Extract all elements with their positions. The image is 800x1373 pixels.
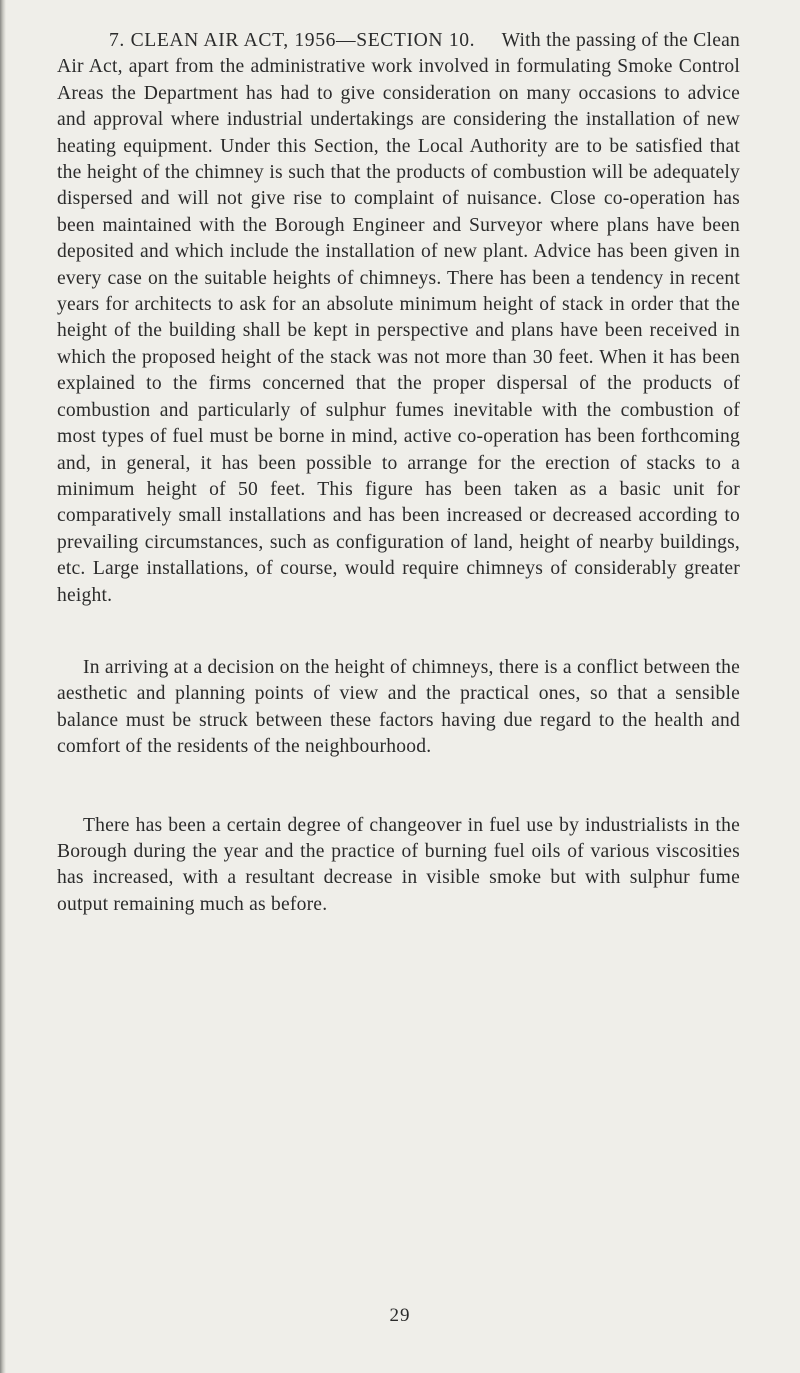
paragraph-1-text: With the passing of the Clean Air Act, apart from the administrative work involved in formulating Smoke Control Areas the Department has had to give consideration on many occasions to advice and approval where industrial undertakings are considering the installation of new heating equipment. Under this Section, the Local Authority are to be satisfied that the height of the chimney is such that the products of combustion will be adequately dispersed and will not give rise to complaint of nuisance. Close co-operation has been maintained with the Borough Engineer and Surveyor where plans have been deposited and which include the installation of new plant. Advice has been given in every case on the suitable heights of chimneys. There has been a tendency in recent years for architects to ask for an absolute minimum height of stack in order that the height of the building shall be kept in perspective and plans have been received in which the proposed height of the stack was not more than 30 feet. When it has been explained to the firms concerned that the proper dispersal of the products of combustion and particularly of sulphur fumes inevitable with the combustion of most types of fuel must be borne in mind, active co-operation has been forthcoming and, in general, it has been possible to arrange for the erection of stacks to a minimum height of 50 feet. This figure has been taken as a basic unit for comparatively small installations and has been increased or decreased according to prevailing circumstances, such as configuration of land, height of nearby buildings, etc. Large installations, of course, would require chimneys of considerably greater height. [57, 30, 740, 606]
page-number: 29 [389, 1305, 411, 1326]
paragraph-gap [57, 761, 740, 813]
section-heading: 7. CLEAN AIR ACT, 1956—SECTION 10. [109, 30, 476, 51]
document-page [57, 28, 740, 918]
paragraph-chimney-height: In arriving at a decision on the height of chimneys, there is a conflict between the aesthetic and planning points of view and the practical ones, so that a sensible balance must be struck between these factors having due regard to the health and comfort of the residents of the neighbourhood. [57, 656, 740, 758]
page-edge-shadow [0, 0, 6, 1373]
paragraph-gap [57, 609, 740, 655]
paragraph-fuel-changeover: There has been a certain degree of changeover in fuel use by industrialists in the Borough during the year and the practice of burning fuel oils of various viscosities has increased, with a resultant decrease in visible smoke but with sulphur fume output remaining much as before. [57, 814, 740, 915]
paragraph-section-10 [57, 28, 740, 609]
